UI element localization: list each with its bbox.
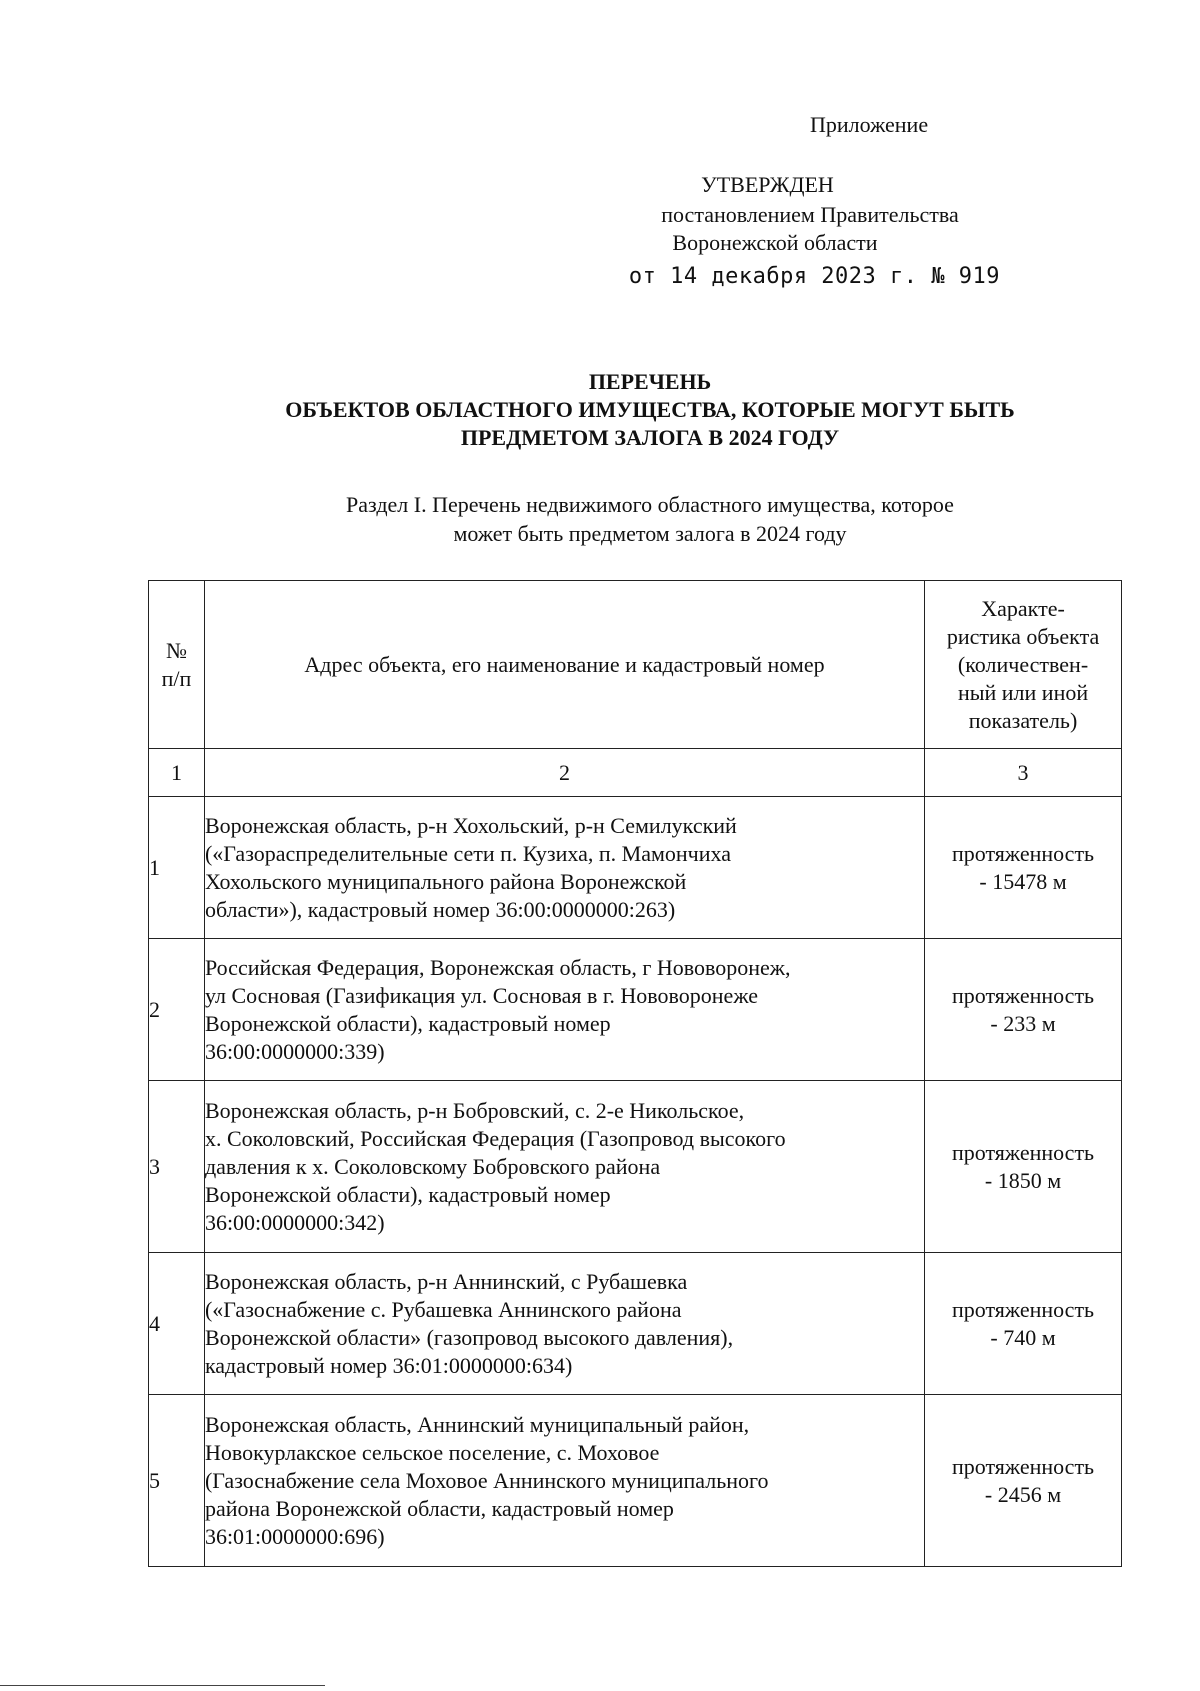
address-line: Воронежской области» (газопровод высокого давления), <box>204 1324 734 1350</box>
row-number: 4 <box>149 1253 205 1395</box>
section-line-2: может быть предметом залога в 2024 году <box>453 521 847 546</box>
row-characteristic <box>925 939 1122 1081</box>
header-number <box>149 581 205 749</box>
column-number: 2 <box>204 749 924 797</box>
address-line: Новокурлакское сельское поселение, с. Моховое <box>204 1439 660 1465</box>
row-number: 5 <box>149 1395 205 1567</box>
column-number: 1 <box>149 749 205 797</box>
characteristic-label: протяженность <box>951 1453 1095 1479</box>
characteristic-value: - 1850 м <box>984 1167 1062 1193</box>
document-title <box>120 368 1180 452</box>
table-header-row <box>149 581 1122 749</box>
header-number-sign: № <box>165 637 187 663</box>
characteristic-label: протяженность <box>951 1296 1095 1322</box>
characteristic-label: протяженность <box>951 1139 1095 1165</box>
row-number: 1 <box>149 797 205 939</box>
title-line-3: ПРЕДМЕТОМ ЗАЛОГА В 2024 ГОДУ <box>460 425 840 450</box>
table-row <box>149 1081 1122 1253</box>
address-line: области»), кадастровый номер 36:00:0000000:263) <box>204 896 676 922</box>
address-line: ул Сосновая (Газификация ул. Сосновая в г. Нововоронеже <box>204 982 758 1008</box>
row-number: 2 <box>149 939 205 1081</box>
address-line: Воронежская область, р-н Аннинский, с Рубашевка <box>204 1268 688 1294</box>
section-heading <box>150 490 1150 548</box>
title-line-1: ПЕРЕЧЕНЬ <box>588 369 712 394</box>
row-characteristic <box>925 797 1122 939</box>
address-line: (Газоснабжение села Моховое Аннинского муниципального <box>204 1467 769 1493</box>
table-row <box>149 1395 1122 1567</box>
header-char-line: ный или иной <box>957 679 1089 705</box>
characteristic-value: - 740 м <box>990 1324 1056 1350</box>
characteristic-value: - 233 м <box>990 1010 1056 1036</box>
address-line: Воронежской области), кадастровый номер <box>204 1010 611 1036</box>
row-characteristic <box>925 1253 1122 1395</box>
address-line: Российская Федерация, Воронежская область, г Нововоронеж, <box>204 954 791 980</box>
row-address <box>204 939 924 1081</box>
address-line: («Газоснабжение с. Рубашевка Аннинского района <box>204 1296 682 1322</box>
footer-divider <box>0 1685 325 1686</box>
header-number-abbr: п/п <box>161 665 192 691</box>
row-characteristic <box>925 1081 1122 1253</box>
property-table <box>148 580 1122 1567</box>
address-line: х. Соколовский, Российская Федерация (Газопровод высокого <box>204 1125 786 1151</box>
address-line: Воронежской области), кадастровый номер <box>204 1181 611 1207</box>
characteristic-label: протяженность <box>951 840 1095 866</box>
header-char-line: ристика объекта <box>946 623 1100 649</box>
annex-label: Приложение <box>810 112 929 137</box>
table-row <box>149 797 1122 939</box>
address-line: 36:00:0000000:342) <box>204 1209 385 1235</box>
column-numbering-row <box>149 749 1122 797</box>
address-line: Воронежская область, р-н Бобровский, с. 2-е Никольское, <box>204 1097 745 1123</box>
approved-by-text: постановлением Правительства <box>661 202 959 227</box>
characteristic-label: протяженность <box>951 982 1095 1008</box>
table-row <box>149 939 1122 1081</box>
header-char-line: Характе- <box>981 595 1065 621</box>
address-line: кадастровый номер 36:01:0000000:634) <box>204 1352 573 1378</box>
characteristic-value: - 15478 м <box>979 868 1067 894</box>
title-line-2: ОБЪЕКТОВ ОБЛАСТНОГО ИМУЩЕСТВА, КОТОРЫЕ МОГУТ БЫТЬ <box>285 397 1015 422</box>
row-address <box>204 1081 924 1253</box>
region-text: Воронежской области <box>672 230 878 255</box>
row-address <box>204 1253 924 1395</box>
row-address <box>204 1395 924 1567</box>
approved-label: УТВЕРЖДЕН <box>701 172 834 197</box>
header-char-line: (количествен- <box>957 651 1089 677</box>
column-number: 3 <box>925 749 1122 797</box>
address-line: района Воронежской области, кадастровый номер <box>204 1495 674 1521</box>
characteristic-value: - 2456 м <box>984 1481 1062 1507</box>
address-line: 36:00:0000000:339) <box>204 1038 385 1064</box>
address-line: Хохольского муниципального района Воронежской <box>204 868 687 894</box>
table-row <box>149 1253 1122 1395</box>
header-characteristic <box>925 581 1122 749</box>
row-number: 3 <box>149 1081 205 1253</box>
address-line: Воронежская область, Аннинский муниципальный район, <box>204 1411 750 1437</box>
address-line: («Газораспределительные сети п. Кузиха, п. Мамончиха <box>204 840 731 866</box>
header-char-line: показатель) <box>968 707 1078 733</box>
section-line-1: Раздел I. Перечень недвижимого областного имущества, которое <box>346 492 954 517</box>
header-address: Адрес объекта, его наименование и кадастровый номер <box>204 581 924 749</box>
address-line: давления к х. Соколовскому Бобровского района <box>204 1153 661 1179</box>
row-address <box>204 797 924 939</box>
address-line: 36:01:0000000:696) <box>204 1523 385 1549</box>
row-characteristic <box>925 1395 1122 1567</box>
resolution-date-number: от 14 декабря 2023 г. № 919 <box>628 264 1000 289</box>
address-line: Воронежская область, р-н Хохольский, р-н Семилукский <box>204 812 737 838</box>
